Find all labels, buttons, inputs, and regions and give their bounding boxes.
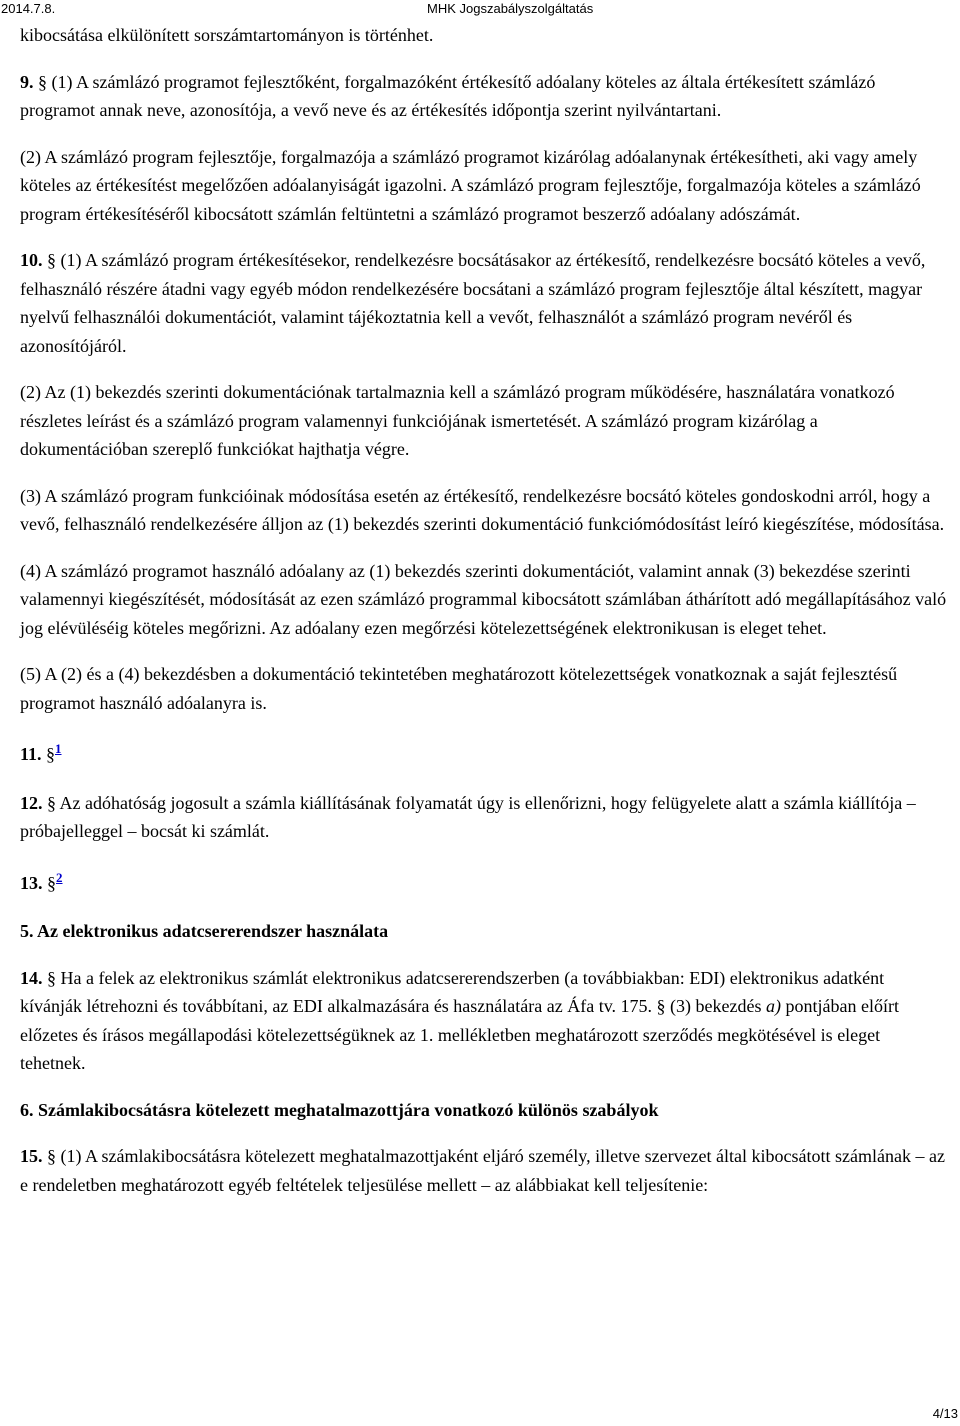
section-10-paragraph-1: [20, 246, 950, 360]
section-12-text: Az adóhatóság jogosult a számla kiállításának folyamatát úgy is ellenőrizni, hogy felügyelete alatt a számla kiállítója – próbajelleggel – bocsát ki számlát.: [20, 792, 916, 841]
section-10-text-1: (1) A számlázó program értékesítésekor, rendelkezésre bocsátásakor az értékesítő, rendelkezésre bocsátó köteles a vevő, felhasználó részére átadni vagy egyéb módon rendelkezésére bocsátani a számlázó program fejlesztője által készített, magyar nyelvű felhasználói dokumentációt, valamint tájékoztatnia kell a vevőt, felhasználót a számlázó program nevéről és azonosítójáról.: [20, 250, 926, 356]
section-11-paragraph: [20, 735, 950, 769]
document-body: [20, 21, 950, 1217]
section-9-text-1: (1) A számlázó programot fejlesztőként, forgalmazóként értékesítő adóalany köteles az általa értékesített számlázó programot annak neve, azonosítója, a vevő neve és az értékesítés időpontja szerint nyilvántartani.: [20, 71, 876, 120]
section-13-paragraph: [20, 864, 950, 898]
section-10-paragraph-3: (3) A számlázó program funkcióinak módosítása esetén az értékesítő, rendelkezésre bocsátó köteles gondoskodni arról, hogy a vevő, felhasználó rendelkezésére álljon az (1) bekezdés szerinti dokumentáció funkciómódosítást leíró kiegészítése, módosítása.: [20, 485, 945, 534]
section-15-text: (1) A számlakibocsátásra kötelezett meghatalmazottjaként eljáró személy, illetve szervezet által kibocsátott számlának – az e rendeletben meghatározott egyéb feltételek teljesülése mellett – az alábbiakat kell teljesítenie:: [20, 1146, 945, 1195]
chapter-6-heading: 6. Számlakibocsátásra kötelezett meghatalmazottjára vonatkozó különös szabályok: [20, 1099, 659, 1120]
section-14-text-b: pontjában előírt előzetes és írásos megállapodási kötelezettségüknek az 1. mellékletben meghatározott szerződés megkötésével is eleget tehetnek.: [20, 996, 899, 1073]
section-14-number: 14.: [20, 967, 43, 988]
section-14-italic-point: a): [766, 996, 781, 1016]
section-9-number: 9.: [20, 71, 34, 92]
section-symbol: §: [47, 792, 56, 813]
section-symbol: §: [47, 250, 56, 270]
section-10-paragraph-5: (5) A (2) és a (4) bekezdésben a dokumentáció tekintetében meghatározott kötelezettségek vonatkoznak a saját fejlesztésű programot használó adóalanyra is.: [20, 664, 898, 713]
section-symbol: §: [47, 967, 56, 988]
section-10-number: 10.: [20, 250, 43, 270]
section-symbol: §: [46, 744, 56, 764]
continuation-paragraph: kibocsátása elkülönített sorszámtartományon is történhet.: [20, 25, 434, 45]
section-15-paragraph: [20, 1142, 950, 1199]
section-symbol: §: [38, 71, 47, 92]
footnote-2-link[interactable]: 2: [56, 869, 63, 885]
section-14-text-a: Ha a felek az elektronikus számlát elektronikus adatcsererendszerben (a továbbiakban: EDI) elektronikus adatként kívánják létrehozni és továbbítani, az EDI alkalmazására és használatára az Áfa tv. 175. § (3) bekezdés: [20, 967, 885, 1016]
section-12-paragraph: [20, 789, 950, 846]
chapter-5-heading: 5. Az elektronikus adatcsererendszer használata: [20, 921, 389, 941]
section-symbol: §: [47, 872, 56, 893]
section-14-paragraph: [20, 964, 950, 1078]
section-9-paragraph-2: (2) A számlázó program fejlesztője, forgalmazója a számlázó programot kizárólag adóalanynak értékesítheti, aki vagy amely köteles az értékesítést megelőzően adóalanyiságát igazolni. A számlázó program fejlesztője, forgalmazója köteles a számlázó program értékesítéséről kibocsátott számlán feltüntetni a számlázó programot beszerző adóalany adószámát.: [20, 146, 921, 224]
header-site-title: MHK Jogszabályszolgáltatás: [427, 1, 594, 16]
section-12-number: 12.: [20, 792, 43, 813]
header-date: 2014.7.8.: [1, 1, 56, 16]
footnote-1-link[interactable]: 1: [55, 741, 62, 756]
section-9-paragraph-1: [20, 68, 950, 125]
section-10-paragraph-4: (4) A számlázó programot használó adóalany az (1) bekezdés szerinti dokumentációt, valamint annak (3) bekezdése szerinti valamennyi kiegészítését, módosítását az ezen számlázó programmal kibocsátott számlában áthárított adó megállapításához való jog elévüléséig köteles megőrizni. Az adóalany ezen megőrzési kötelezettségének elektronikusan is eleget tehet.: [20, 560, 947, 638]
section-symbol: §: [47, 1146, 56, 1166]
page-number: 4/13: [932, 1406, 958, 1421]
section-10-paragraph-2: (2) Az (1) bekezdés szerinti dokumentációnak tartalmaznia kell a számlázó program működésére, használatára vonatkozó részletes leírást és a számlázó program valamennyi funkciójának ismertetését. A számlázó program kizárólag a dokumentációban szereplő funkciókat hajthatja végre.: [20, 382, 895, 459]
section-13-number: 13.: [20, 872, 43, 893]
section-15-number: 15.: [20, 1146, 43, 1166]
section-11-number: 11.: [20, 744, 42, 764]
